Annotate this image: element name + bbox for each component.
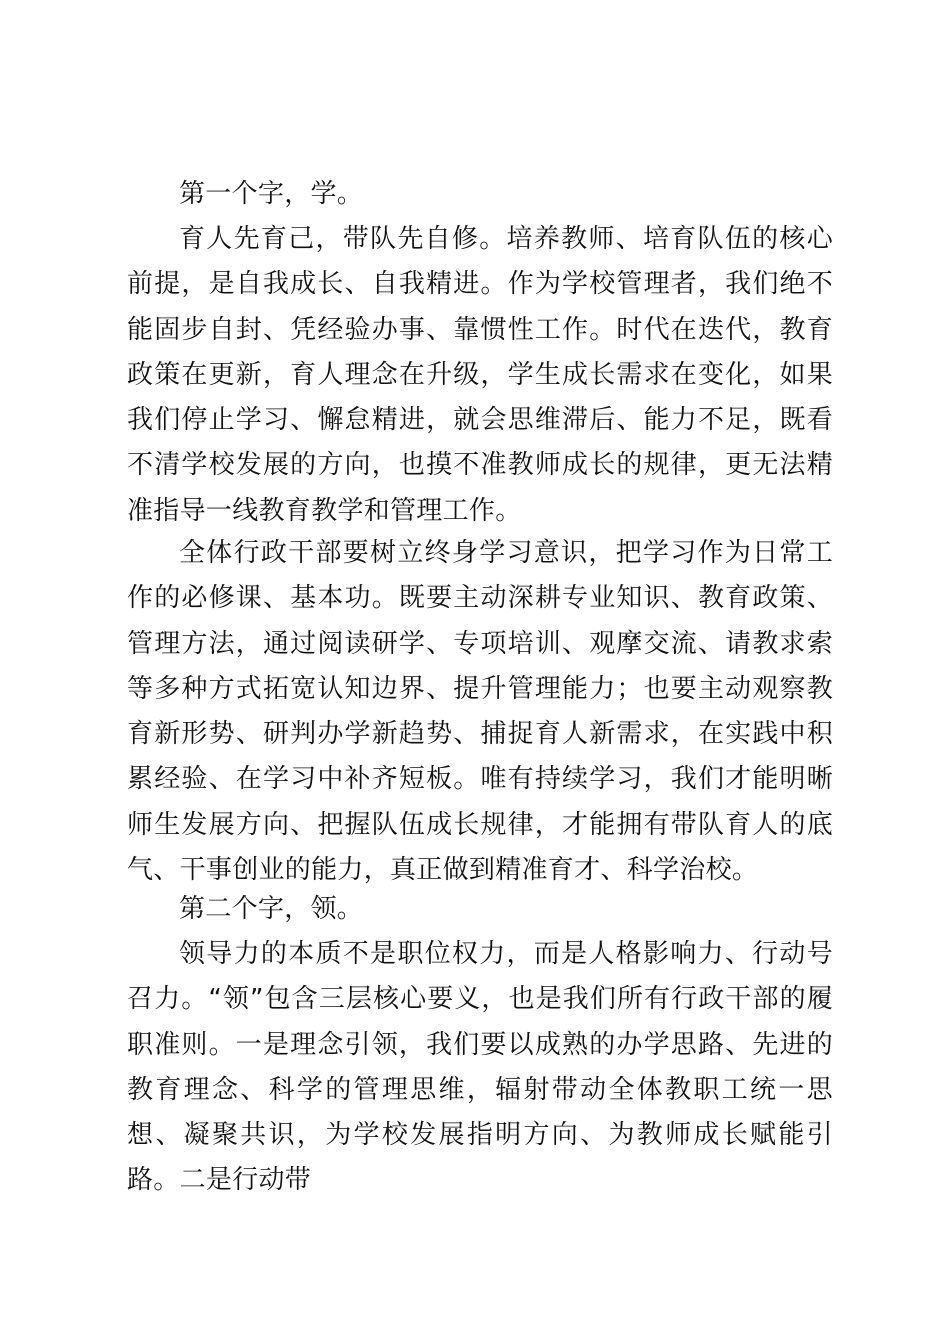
section-heading-2: 第二个字，领。 [179, 894, 364, 924]
paragraph-3: 领导力的本质不是职位权力，而是人格影响力、行动号召力。“领”包含三层核心要义，也是我们所有行政干部的履职准则。一是理念引领，我们要以成熟的办学思路、先进的教育理念、科学的管理思维，辐射带动全体教职工统一思想、凝聚共识，为学校发展指明方向、为教师成长赋能引路。二是行动带 [127, 939, 833, 1196]
section-heading-1: 第一个字，学。 [179, 179, 364, 209]
paragraph-1: 育人先育己，带队先自修。培养教师、培育队伍的核心前提，是自我成长、自我精进。作为学校管理者，我们绝不能固步自封、凭经验办事、靠惯性工作。时代在迭代，教育政策在更新，育人理念在升级，学生成长需求在变化，如果我们停止学习、懈怠精进，就会思维滞后、能力不足，既看不清学校发展的方向，也摸不准教师成长的规律，更无法精准指导一线教育教学和管理工作。 [127, 224, 833, 526]
paragraph-2: 全体行政干部要树立终身学习意识，把学习作为日常工作的必修课、基本功。既要主动深耕专业知识、教育政策、管理方法，通过阅读研学、专项培训、观摩交流、请教求索等多种方式拓宽认知边界、提升管理能力；也要主动观察教育新形势、研判办学新趋势、捕捉育人新需求，在实践中积累经验、在学习中补齐短板。唯有持续学习，我们才能明晰师生发展方向、把握队伍成长规律，才能拥有带队育人的底气、干事创业的能力，真正做到精准育才、科学治校。 [127, 538, 833, 886]
